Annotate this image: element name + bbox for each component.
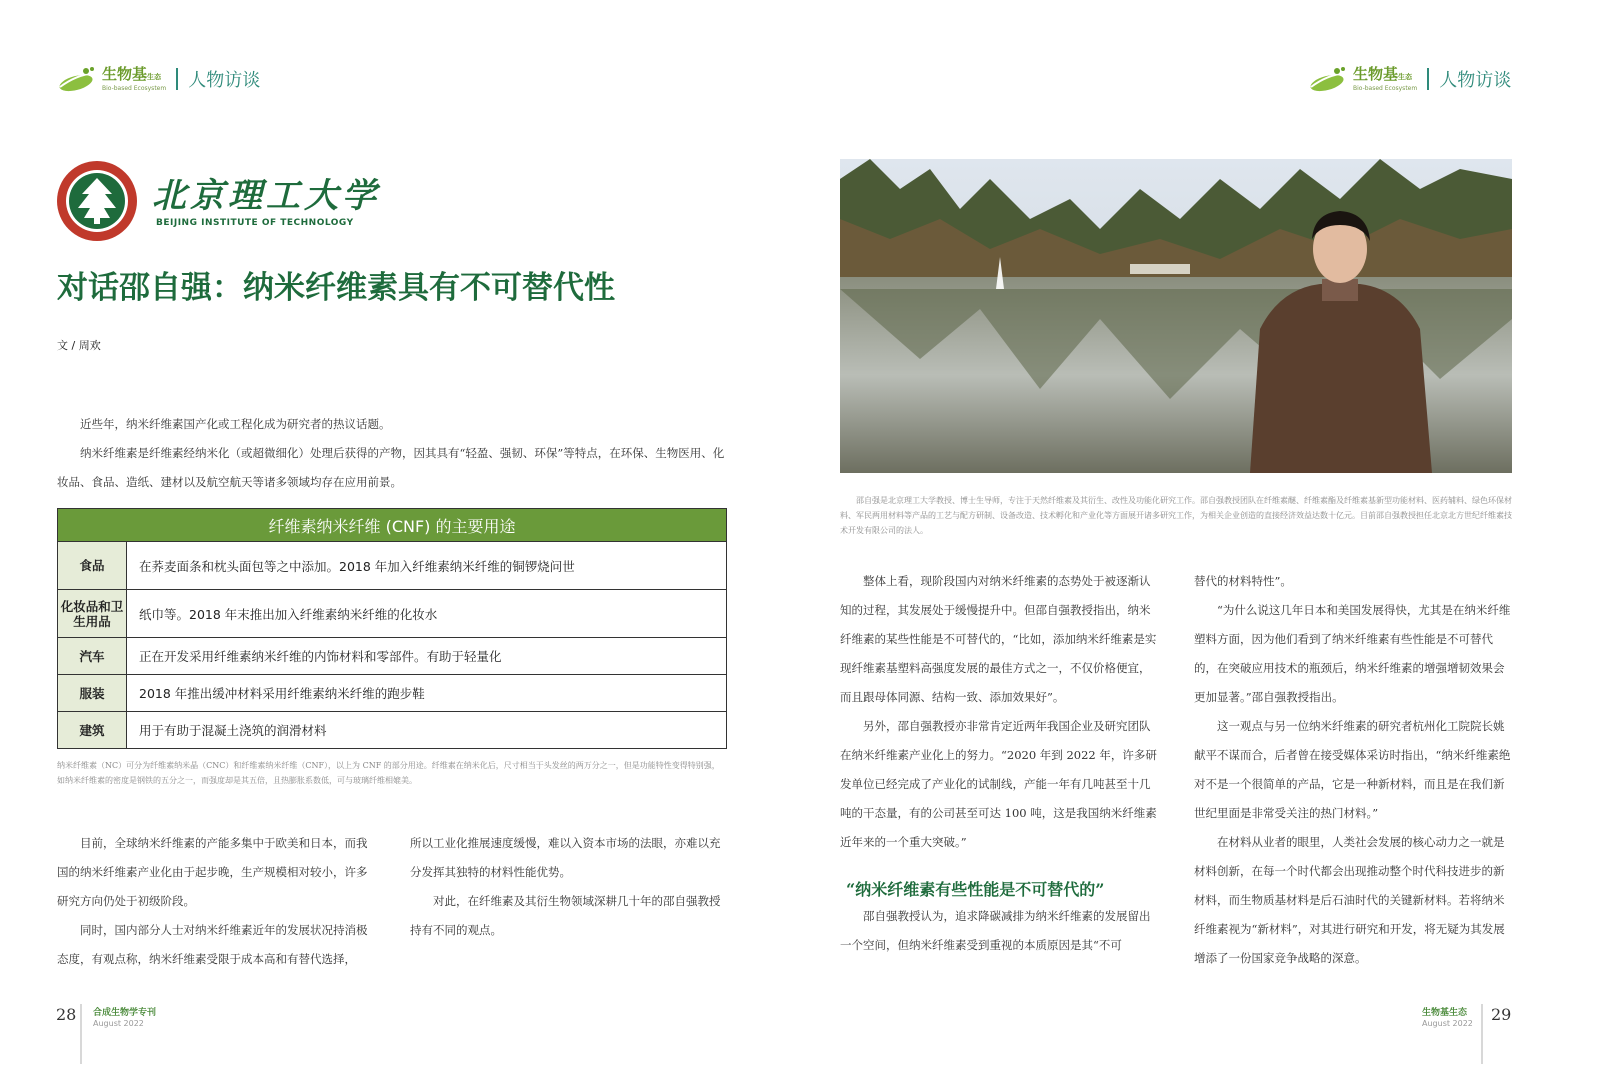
footer-divider (1481, 1004, 1483, 1064)
portrait-photo (840, 159, 1512, 473)
paragraph: 整体上看，现阶段国内对纳米纤维素的态势处于被逐渐认知的过程，其发展处于缓慢提升中。但邵自强教授指出，纳米纤维素的某些性能是不可替代的，“比如，添加纳米纤维素是实现纤维素基塑料高强度发展的最佳方式之一，不仅价格便宜，而且跟母体同源、结构一致、添加效果好”。 (840, 574, 1157, 704)
page-number: 29 (1491, 1005, 1512, 1024)
header-left (56, 62, 260, 96)
table-note: 纳米纤维素（NC）可分为纤维素纳米晶（CNC）和纤维素纳米纤维（CNF），以上为 CNF 的部分用途。纤维素在纳米化后，尺寸相当于头发丝的两万分之一，但是功能特性变得特别强，如纳米纤维素的密度是钢铁的五分之一，而强度却是其五倍，且热膨胀系数低，可与玻璃纤维相媲美。 (57, 761, 720, 785)
footer-title: 合成生物学专刊 (93, 1008, 157, 1018)
table-use: 用于有助于混凝土浇筑的润滑材料 (127, 712, 727, 749)
leaf-icon (56, 65, 98, 93)
brand-small: 生态 (147, 72, 162, 81)
header-divider (176, 68, 178, 90)
paragraph: 目前，全球纳米纤维素的产能多集中于欧美和日本，而我国的纳米纤维素产业化由于起步晚，生产规模相对较小，许多研究方向仍处于初级阶段。 (57, 836, 368, 908)
university-name: 北京理工大学 (152, 176, 380, 216)
section-label: 人物访谈 (1439, 70, 1512, 91)
paragraph: 所以工业化推展速度缓慢，难以入资本市场的法眼，亦难以充分发挥其独特的材料性能优势。 (410, 836, 721, 879)
paragraph: 近些年，纳米纤维素国产化或工程化成为研究者的热议话题。 (80, 417, 391, 431)
paragraph: 在材料从业者的眼里，人类社会发展的核心动力之一就是材料创新，在每一个时代都会出现推动整个时代科技进步的新材料，而生物质基材料是后石油时代的关键新材料。若将纳米纤维素视为“新材料”，对其进行研究和开发，将无疑为其发展增添了一份国家竞争战略的深意。 (1194, 835, 1505, 965)
article-title: 对话邵自强：纳米纤维素具有不可替代性 (57, 270, 615, 306)
table-category: 食品 (58, 542, 127, 590)
table-caption-row (58, 509, 727, 542)
brand-logo (1307, 65, 1417, 93)
table-category: 汽车 (58, 638, 127, 675)
article-author: 文 / 周欢 (57, 339, 101, 352)
paragraph: 对此，在纤维素及其衍生物领域深耕几十年的邵自强教授持有不同的观点。 (410, 894, 721, 937)
brand-small: 生态 (1398, 72, 1413, 81)
photo-caption: 邵自强是北京理工大学教授、博士生导师，专注于天然纤维素及其衍生、改性及功能化研究工作。邵自强教授团队在纤维素醚、纤维素酯及纤维素基新型功能材料、医药辅料、绿色环保材料、军民两用材料等产品的工艺与配方研制、设备改造、技术孵化和产业化等方面展开诸多研究工作，为相关企业创造的直接经济效益达数十亿元。目前邵自强教授担任北京北方世纪纤维素技术开发有限公司的法人。 (840, 496, 1512, 535)
university-seal-icon (56, 160, 138, 242)
table-caption: 纤维素纳米纤维 (CNF) 的主要用途 (58, 509, 727, 542)
university-name-en: BEIJING INSTITUTE OF TECHNOLOGY (156, 218, 354, 228)
brand-subtitle: Bio-based Ecosystem (102, 84, 167, 92)
left-column-2 (410, 829, 728, 945)
intro-block (57, 410, 729, 497)
header-right (1307, 62, 1511, 96)
leaf-icon (1307, 65, 1349, 93)
paragraph: 邵自强教授认为，追求降碳减排为纳米纤维素的发展留出一个空间，但纳米纤维素受到重视的本质原因是其“不可 (840, 909, 1151, 952)
table-row (58, 638, 727, 675)
paragraph: 同时，国内部分人士对纳米纤维素近年的发展状况持消极态度，有观点称，纳米纤维素受限于成本高和有替代选择， (57, 923, 368, 966)
table-category: 建筑 (58, 712, 127, 749)
footer-date: August 2022 (1422, 1019, 1473, 1028)
table-row (58, 712, 727, 749)
page-number: 28 (56, 1005, 77, 1024)
table-use: 正在开发采用纤维素纳米纤维的内饰材料和零部件。有助于轻量化 (127, 638, 727, 675)
paragraph: 纳米纤维素是纤维素经纳米化（或超微细化）处理后获得的产物，因其具有“轻盈、强韧、环保”等特点，在环保、生物医用、化妆品、食品、造纸、建材以及航空航天等诸多领域均存在应用前景。 (57, 446, 725, 489)
paragraph: “为什么说这几年日本和美国发展得快，尤其是在纳米纤维塑料方面，因为他们看到了纳米纤维素有些性能是不可替代的，在突破应用技术的瓶颈后，纳米纤维素的增强增韧效果会更加显著。”邵自强教授指出。 (1194, 603, 1511, 704)
table-use: 2018 年推出缓冲材料采用纤维素纳米纤维的跑步鞋 (127, 675, 727, 712)
brand-logo (56, 65, 166, 93)
table-use: 在荞麦面条和枕头面包等之中添加。2018 年加入纤维素纳米纤维的铜锣烧问世 (127, 542, 727, 590)
footer-date: August 2022 (93, 1019, 144, 1028)
right-column-1 (840, 567, 1158, 960)
cnf-uses-table (57, 508, 727, 749)
brand-name: 生物基 (102, 64, 148, 83)
paragraph: 另外，邵自强教授亦非常肯定近两年我国企业及研究团队在纳米纤维素产业化上的努力。“2020 年到 2022 年，许多研发单位已经完成了产业化的试制线，产能一年有几吨甚至十几吨的干态量，有的公司甚至可达 100 吨，这是我国纳米纤维素近年来的一个重大突破。” (840, 719, 1157, 849)
paragraph: 这一观点与另一位纳米纤维素的研究者杭州化工院院长姚献平不谋而合，后者曾在接受媒体采访时指出，“纳米纤维素绝对不是一个很简单的产品，它是一种新材料，而且是在我们新世纪里面是非常受关注的热门材料。” (1194, 719, 1511, 820)
paragraph: 替代的材料特性”。 (1194, 574, 1292, 588)
table-category: 化妆品和卫生用品 (58, 590, 127, 638)
table-row (58, 542, 727, 590)
header-divider (1427, 68, 1429, 90)
brand-subtitle: Bio-based Ecosystem (1353, 84, 1418, 92)
left-column-1 (57, 829, 375, 974)
table-use: 纸巾等。2018 年末推出加入纤维素纳米纤维的化妆水 (127, 590, 727, 638)
brand-name: 生物基 (1353, 64, 1399, 83)
section-label: 人物访谈 (188, 70, 261, 91)
table-row (58, 590, 727, 638)
footer-divider (80, 1004, 82, 1064)
right-column-2 (1194, 567, 1512, 973)
footer-title: 生物基生态 (1422, 1008, 1468, 1018)
table-category: 服装 (58, 675, 127, 712)
table-row (58, 675, 727, 712)
section-subheading: “纳米纤维素有些性能是不可替代的” (846, 880, 1105, 899)
